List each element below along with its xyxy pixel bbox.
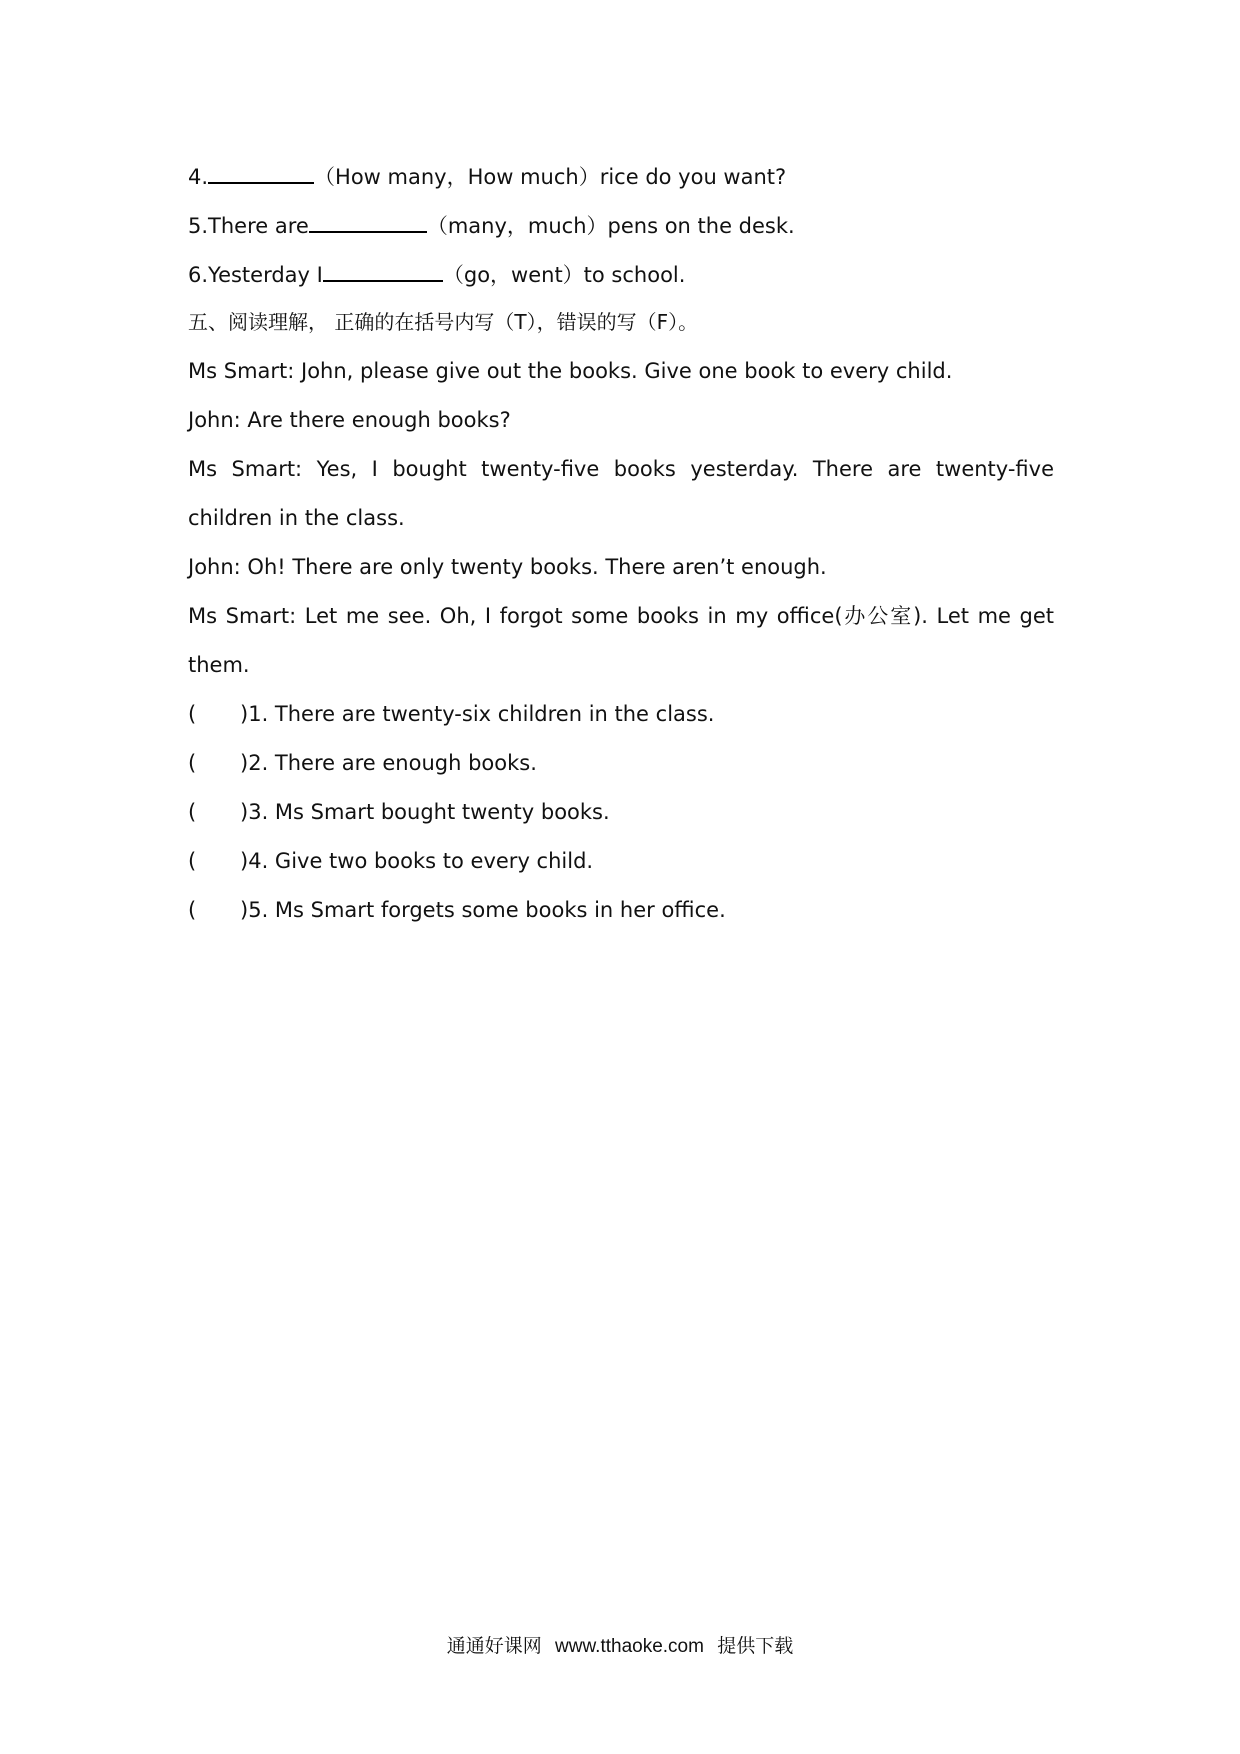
question-text: 5. Ms Smart forgets some books in her office. [248, 898, 726, 922]
blank-item-suffix: （many，much）pens on the desk. [426, 214, 795, 238]
answer-blank [323, 258, 443, 282]
blank-item-prefix: 6.Yesterday I [188, 263, 323, 287]
tf-question-2: ( )2. There are enough books. [188, 748, 537, 778]
dialogue-line: Ms Smart: John, please give out the books. Give one book to every child. [188, 359, 953, 383]
dialogue-line: John: Oh! There are only twenty books. There aren’t enough. [188, 555, 827, 579]
dialogue-line: them. [188, 653, 250, 677]
tf-question-3: ( )3. Ms Smart bought twenty books. [188, 797, 610, 827]
blank-item-suffix: （How many，How much）rice do you want? [314, 165, 787, 189]
blank-item-4 [188, 160, 786, 192]
blank-item-prefix: 5.There are [188, 214, 309, 238]
question-text: 3. Ms Smart bought twenty books. [248, 800, 610, 824]
tf-question-1: ( )1. There are twenty-six children in the class. [188, 699, 714, 729]
dialogue-line: children in the class. [188, 506, 405, 530]
tf-question-5: ( )5. Ms Smart forgets some books in her office. [188, 895, 726, 925]
dialogue-line: John: Are there enough books? [188, 408, 511, 432]
question-text: 2. There are enough books. [248, 751, 537, 775]
blank-item-5 [188, 209, 795, 241]
answer-parenthesis: ( [188, 702, 197, 726]
answer-parenthesis: ( [188, 849, 197, 873]
tf-question-4: ( )4. Give two books to every child. [188, 846, 593, 876]
dialogue-line: Ms Smart: Let me see. Oh, I forgot some books in my office(办公室). Let me get [188, 604, 1054, 628]
answer-parenthesis: ( [188, 751, 197, 775]
footer-url[interactable]: www.tthaoke.com [555, 1636, 704, 1657]
question-text: 4. Give two books to every child. [248, 849, 594, 873]
blank-item-prefix: 4. [188, 165, 209, 189]
dialogue-line: Ms Smart: Yes, I bought twenty-five books yesterday. There are twenty-five [188, 457, 1054, 481]
blank-item-suffix: （go，went）to school. [442, 263, 686, 287]
question-text: 1. There are twenty-six children in the class. [248, 702, 715, 726]
section-heading: 五、阅读理解， 正确的在括号内写（T），错误的写（F）。 [188, 310, 699, 334]
answer-parenthesis: ( [188, 800, 197, 824]
blank-item-6 [188, 258, 685, 290]
footer-note: 提供下载 [717, 1636, 794, 1657]
footer-site-name: 通通好课网 [446, 1636, 542, 1657]
answer-parenthesis: ( [188, 898, 197, 922]
page-footer [0, 1631, 1240, 1658]
answer-blank [208, 160, 314, 184]
answer-blank [309, 209, 427, 233]
